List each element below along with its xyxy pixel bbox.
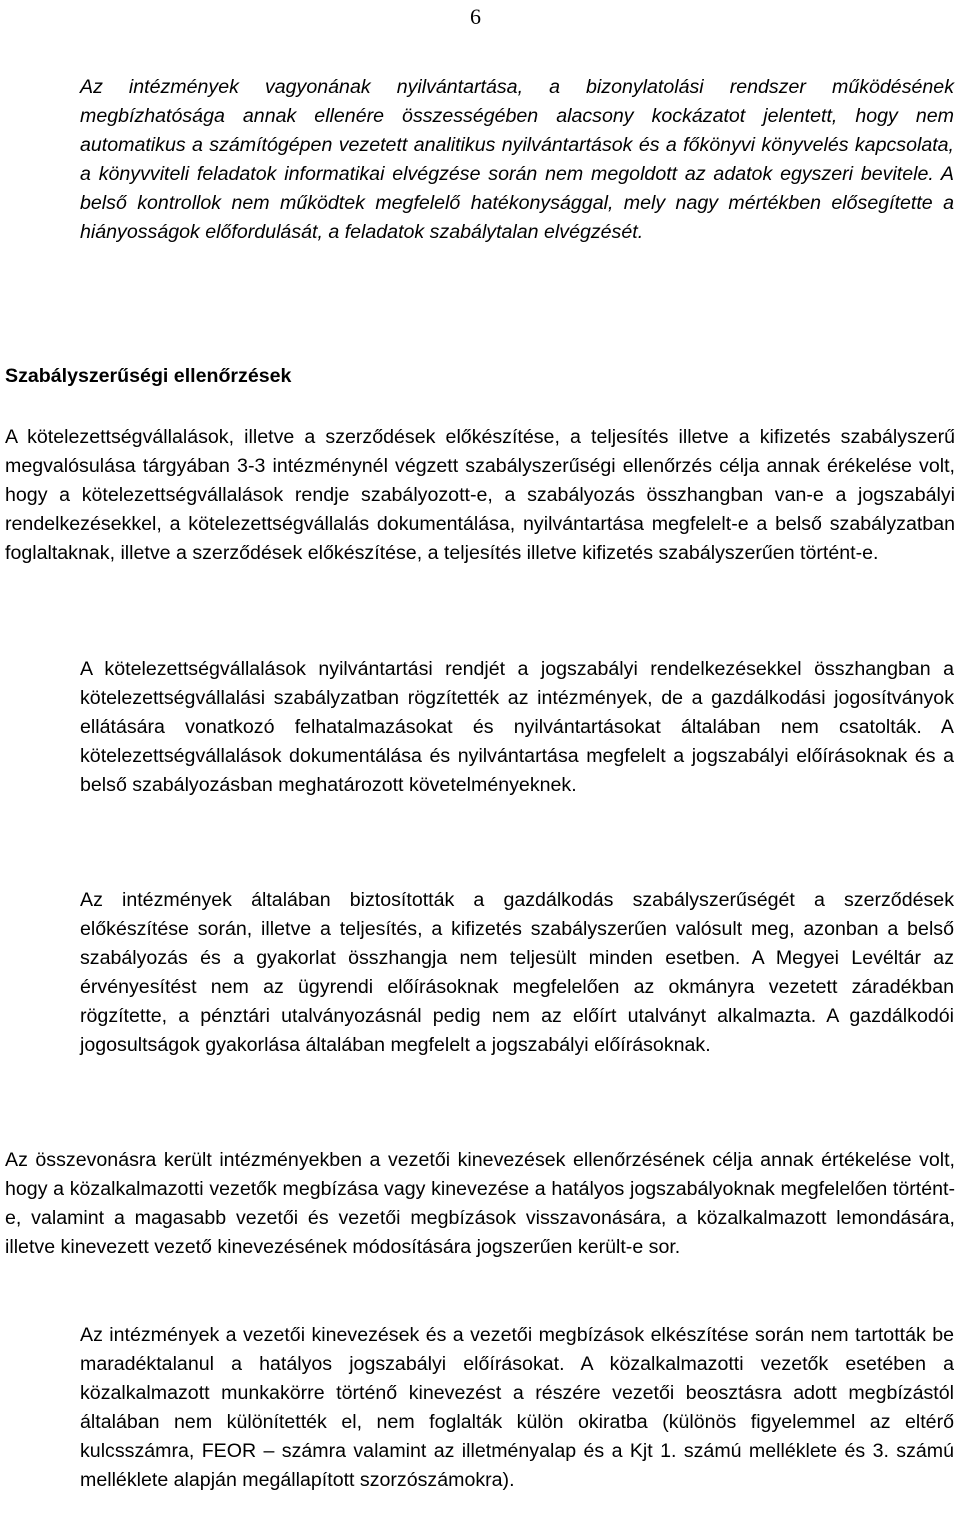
paragraph-asset-records: Az intézmények vagyonának nyilvántartása, a bizonylatolási rendszer működésének megbízhatósága annak ellenére összességében alacsony kockázatot jelentett, hogy nem automatikus a számítógépen vezetett analitikus nyilvántartások és a főkönyvi könyvelés kapcsolata, a könyvviteli feladatok informatikai elvégzése során nem megoldott az adatok egyszeri bevitele. A belső kontrollok nem működtek megfelelő hatékonysággal, mely nagy mértékben elősegítette a hiányosságok előfordulását, a feladatok szabálytalan elvégzését. — [80, 76, 954, 243]
paragraph-leader-appointments-findings: Az intézmények a vezetői kinevezések és a vezetői megbízások elkészítése során nem tartották be maradéktalanul a hatályos jogszabályi előírásokat. A közalkalmazotti vezetők esetében a közalkalmazott munkakörre történő kinevezést a részére vezetői beosztásra adott megbízástól általában nem különítették el, nem foglalták külön okiratba (különös figyelemmel az eltérő kulcsszámra, FEOR – számra valamint az illetményalap és a Kjt 1. számú melléklete és 3. számú melléklete alapján megállapított szorzószámokra). — [80, 1324, 954, 1491]
paragraph-leader-appointments-goal: Az összevonásra került intézményekben a vezetői kinevezések ellenőrzésének célja annak értékelése volt, hogy a közalkalmazotti vezetők megbízása vagy kinevezése a hatályos jogszabályoknak megfelelően történt-e, valamint a magasabb vezetői és vezetői megbízások visszavonására, a közalkalmazott lemondására, illetve kinevezett vezető kinevezésének módosítására jogszerűen került-e sor. — [5, 1149, 955, 1258]
page-number: 6 — [470, 4, 481, 29]
paragraph-commitment-records: A kötelezettségvállalások nyilvántartási rendjét a jogszabályi rendelkezésekkel összhangban a kötelezettségvállalási szabályzatban rögzítették az intézmények, de a gazdálkodási jogosítványok ellátására vonatkozó felhatalmazásokat és nyilvántartásokat általában nem csatolták. A kötelezettségvállalások dokumentálása és nyilvántartása megfelelt a jogszabályi előírásoknak és a belső szabályozásban meghatározott követelményeknek. — [80, 658, 954, 796]
paragraph-compliance-audit-goal: A kötelezettségvállalások, illetve a szerződések előkészítése, a teljesítés illetve a kifizetés szabályszerű megvalósulása tárgyában 3-3 intézménynél végzett szabályszerűségi ellenőrzés célja annak érékelése volt, hogy a kötelezettségvállalások rendje szabályozott-e, a szabályozás összhangban van-e a jogszabályi rendelkezésekkel, a kötelezettségvállalás dokumentálása, nyilvántartása megfelelt-e a belső szabályzatban foglaltaknak, illetve a szerződések előkészítése, a teljesítés illetve kifizetés szabályszerűen történt-e. — [5, 426, 955, 564]
section-heading-compliance-audits: Szabályszerűségi ellenőrzések — [5, 365, 292, 387]
paragraph-management-regularity: Az intézmények általában biztosították a gazdálkodás szabályszerűségét a szerződések előkészítése során, illetve a teljesítés, a kifizetés szabályszerűen valósult meg, azonban a belső szabályozás és a gyakorlat összhangja nem teljesült minden esetben. A Megyei Levéltár az érvényesítést nem az ügyrendi előírásoknak megfelelően az okmányra vezetett záradékban rögzítette, a pénztári utalványozásnál pedig nem az előírt utalványt alkalmazta. A gazdálkodói jogosultságok gyakorlása általában megfelelt a jogszabályi előírásoknak. — [80, 889, 954, 1056]
